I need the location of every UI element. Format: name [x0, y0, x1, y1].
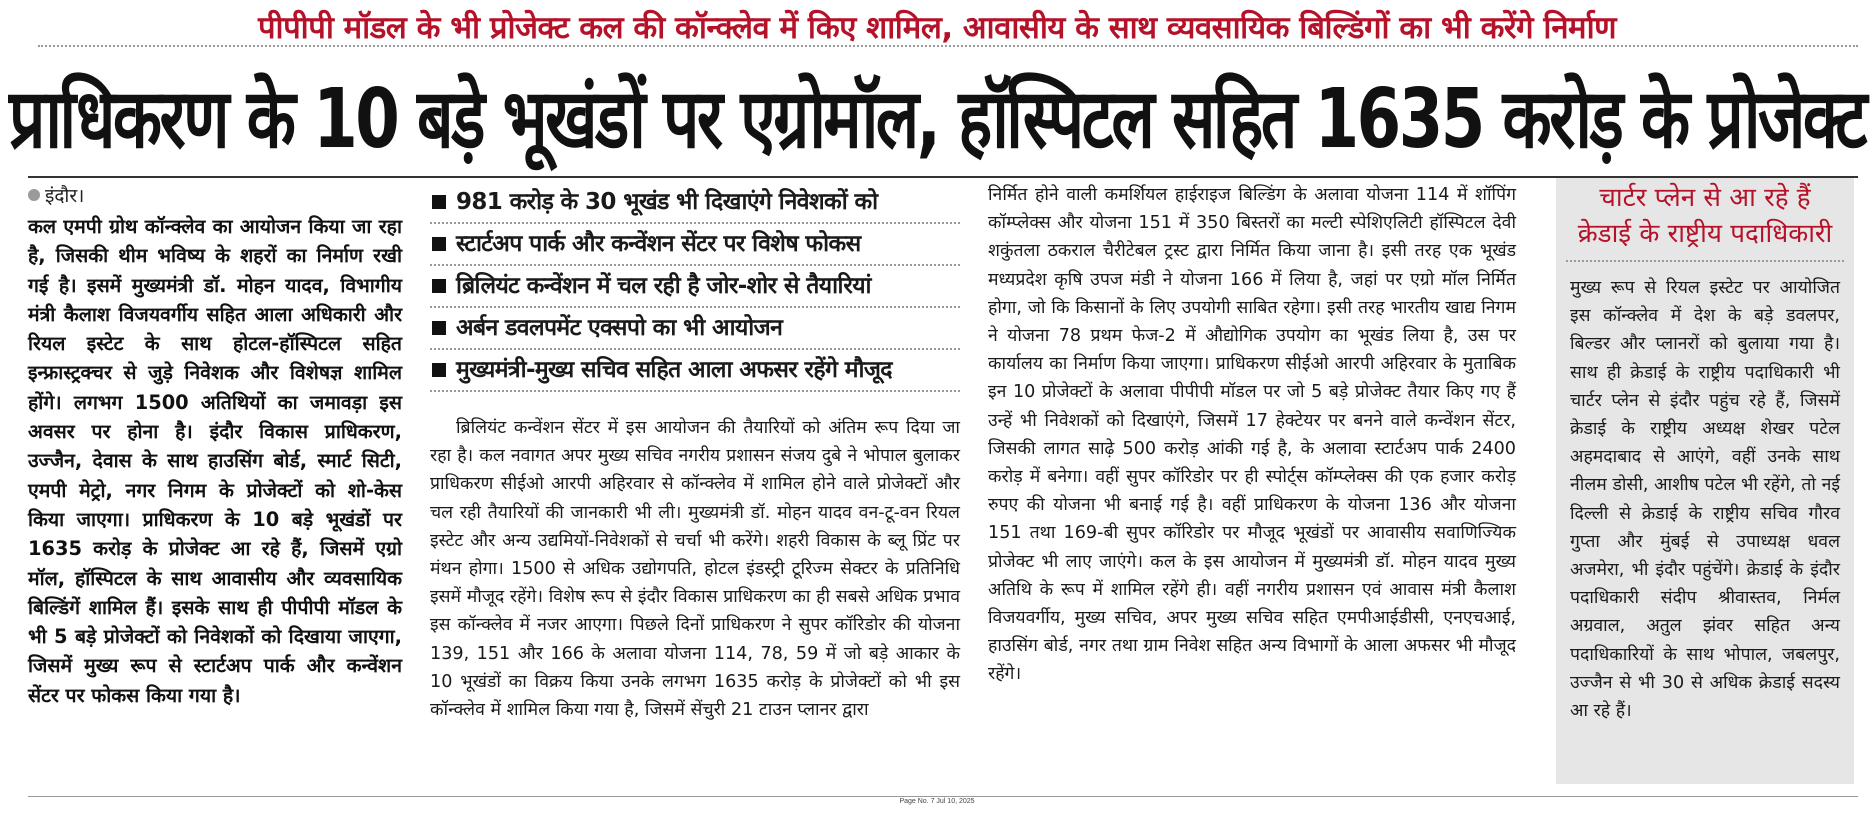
dotted-divider [38, 45, 1858, 47]
dateline [28, 182, 402, 208]
lead-paragraph: कल एमपी ग्रोथ कॉन्क्लेव का आयोजन किया जा रहा है, जिसकी थीम भविष्य के शहरों का निर्माण रखी गई है। इसमें मुख्यमंत्री डॉ. मोहन यादव, विभागीय मंत्री कैलाश विजयवर्गीय सहित आला अधिकारी और रियल इस्टेट के साथ होटल-हॉस्पिटल सहित इन्फ्रास्ट्रक्चर से जुड़े निवेशक और विशेषज्ञ शामिल होंगे। लगभग 1500 अतिथियों का जमावड़ा इस अवसर पर होना है। इंदौर विकास प्राधिकरण, उज्जैन, देवास के साथ हाउसिंग बोर्ड, स्मार्ट सिटी, एमपी मेट्रो, नगर निगम के प्रोजेक्टों को शो-केस किया जाएगा। प्राधिकरण के 10 बड़े भूखंडों पर 1635 करोड़ के प्रोजेक्ट आ रहे हैं, जिसमें एग्रो मॉल, हॉस्पिटल के साथ आवासीय और व्यवसायिक बिल्डिंगें शामिल हैं। इसके साथ ही पीपीपी मॉडल के भी 5 बड़े प्रोजेक्टों को निवेशकों को दिखाया जाएगा, जिसमें मुख्य रूप से स्टार्टअप पार्क और कन्वेंशन सेंटर पर फोकस किया गया है। [28, 215, 402, 707]
highlight-text: मुख्यमंत्री-मुख्य सचिव सहित आला अफसर रहेंगे मौजूद [456, 357, 892, 383]
body-paragraph-col3: निर्मित होने वाली कमर्शियल हाईराइज बिल्डिंग के अलावा योजना 114 में शॉपिंग कॉम्प्लेक्स और योजना 151 में 350 बिस्तरों का मल्टी स्पेशिएलिटी हॉस्पिटल देवी शकुंतला ठकराल चैरीटेबल ट्रस्ट द्वारा निर्मित किया जाना है। इसी तरह एक भूखंड मध्यप्रदेश कृषि उपज मंडी ने योजना 166 में लिया है, जहां पर एग्रो मॉल निर्मित होगा, जो कि किसानों के लिए उपयोगी साबित रहेगा। इसी तरह भारतीय खाद्य निगम ने योजना 78 प्रथम फेज-2 में औद्योगिक उपयोग का भूखंड लिया है, उस पर कार्यालय का निर्माण किया जाएगा। प्राधिकरण सीईओ आरपी अहिरवार के मुताबिक इन 10 प्रोजेक्टों के अलावा पीपीपी मॉडल पर जो 5 बड़े प्रोजेक्ट तैयार किए गए हैं उन्हें भी निवेशकों को दिखाएंगे, जिसमें 17 हेक्टेयर पर बनने वाले कन्वेंशन सेंटर, जिसकी लागत साढ़े 500 करोड़ आंकी गई है, के अलावा स्टार्टअप पार्क 2400 करोड़ में बनेगा। वहीं सुपर कॉरिडोर पर ही स्पोर्ट्स कॉम्प्लेक्स की एक हजार करोड़ रुपए की योजना भी बनाई गई है। वहीं प्राधिकरण के योजना 136 और योजना 151 तथा 169-बी सुपर कॉरिडोर पर मौजूद भूखंडों पर आवासीय सवाणिज्यिक प्रोजेक्ट भी लाए जाएंगे। कल के इस आयोजन में मुख्यमंत्री डॉ. मोहन यादव मुख्य अतिथि के रूप में शामिल रहेंगे ही। वहीं नगरीय प्रशासन एवं आवास मंत्री कैलाश विजयवर्गीय, मुख्य सचिव, अपर मुख्य सचिव सहित एमपीआईडीसी, एनएचआई, हाउसिंग बोर्ड, नगर तथा ग्राम निवेश सहित अन्य विभागों के आला अफसर भी मौजूद रहेंगे। [988, 185, 1516, 685]
sidebar-title: चार्टर प्लेन से आ रहे हैं क्रेडाई के राष्ट्रीय पदाधिकारी [1566, 178, 1844, 262]
page-footer: Page No. 7 Jul 10, 2025 [899, 798, 975, 805]
highlight-text: 981 करोड़ के 30 भूखंड भी दिखाएंगे निवेशकों को [456, 189, 878, 215]
square-bullet-icon [432, 279, 446, 293]
bullet-dot-icon [28, 189, 40, 201]
highlight-item [430, 266, 960, 308]
square-bullet-icon [432, 237, 446, 251]
kicker-headline: पीपीपी मॉडल के भी प्रोजेक्ट कल की कॉन्क्लेव में किए शामिल, आवासीय के साथ व्यवसायिक बिल्डिंगों का भी करेंगे निर्माण [257, 10, 1617, 46]
sidebar-box [1556, 178, 1854, 784]
highlight-text: ब्रिलियंट कन्वेंशन में चल रही है जोर-शोर से तैयारियां [456, 273, 871, 299]
highlight-item [430, 308, 960, 350]
footer-divider [28, 796, 1858, 797]
highlights-column [430, 182, 960, 724]
body-column-3 [988, 182, 1516, 689]
square-bullet-icon [432, 321, 446, 335]
dateline-text: इंदौर। [45, 185, 85, 207]
body-paragraph-col2: ब्रिलियंट कन्वेंशन सेंटर में इस आयोजन की तैयारियों को अंतिम रूप दिया जा रहा है। कल नवागत अपर मुख्य सचिव नगरीय प्रशासन संजय दुबे ने भोपाल बुलाकर प्राधिकरण सीईओ आरपी अहिरवार से कॉन्क्लेव में शामिल होने वाले प्रोजेक्टों और चल रही तैयारियों की जानकारी भी ली। मुख्यमंत्री डॉ. मोहन यादव वन-टू-वन रियल इस्टेट और अन्य उद्यमियों-निवेशकों से चर्चा भी करेंगे। शहरी विकास के ब्लू प्रिंट पर मंथन होगा। 1500 से अधिक उद्योगपति, होटल इंडस्ट्री टूरिज्म सेक्टर के प्रतिनिधि इसमें मौजूद रहेंगे। विशेष रूप से इंदौर विकास प्राधिकरण का ही सबसे अधिक प्रभाव इस कॉन्क्लेव में नजर आएगा। पिछले दिनों प्राधिकरण ने सुपर कॉरिडोर की योजना 139, 151 और 166 के अलावा योजना 114, 78, 59 में जो बड़े आकार के 10 भूखंडों का विक्रय किया उनके लगभग 1635 करोड़ के प्रोजेक्टों को भी इस कॉन्क्लेव में शामिल किया गया है, जिसमें सेंचुरी 21 टाउन प्लानर द्वारा [430, 418, 961, 721]
highlights-list [430, 182, 960, 392]
highlight-item [430, 182, 960, 224]
highlight-item [430, 350, 960, 392]
highlight-text: स्टार्टअप पार्क और कन्वेंशन सेंटर पर विशेष फोकस [456, 231, 861, 257]
highlight-item [430, 224, 960, 266]
highlight-text: अर्बन डवलपमेंट एक्सपो का भी आयोजन [456, 315, 783, 341]
sidebar-body: मुख्य रूप से रियल इस्टेट पर आयोजित इस कॉन्क्लेव में देश के बड़े डवलपर, बिल्डर और प्लानरों को बुलाया गया है। साथ ही क्रेडाई के राष्ट्रीय पदाधिकारी भी चार्टर प्लेन से इंदौर पहुंच रहे हैं, जिसमें क्रेडाई के राष्ट्रीय अध्यक्ष शेखर पटेल अहमदाबाद से आएंगे, वहीं उनके साथ नीलम डोसी, आशीष पटेल भी रहेंगे, तो नई दिल्ली से क्रेडाई के राष्ट्रीय सचिव गौरव गुप्ता और मुंबई से उपाध्यक्ष धवल अजमेरा, भी इंदौर पहुंचेंगे। क्रेडाई के इंदौर पदाधिकारी संदीप श्रीवास्तव, निर्मल अग्रवाल, अतुल झंवर सहित अन्य पदाधिकारियों के साथ भोपाल, जबलपुर, उज्जैन से भी 30 से अधिक क्रेडाई सदस्य आ रहे हैं। [1570, 278, 1840, 722]
lead-column [28, 182, 402, 710]
square-bullet-icon [432, 195, 446, 209]
square-bullet-icon [432, 363, 446, 377]
main-headline: प्राधिकरण के 10 बड़े भूखंडों पर एग्रोमॉल, हॉस्पिटल सहित 1635 करोड़ के प्रोजेक्ट [8, 72, 1866, 168]
